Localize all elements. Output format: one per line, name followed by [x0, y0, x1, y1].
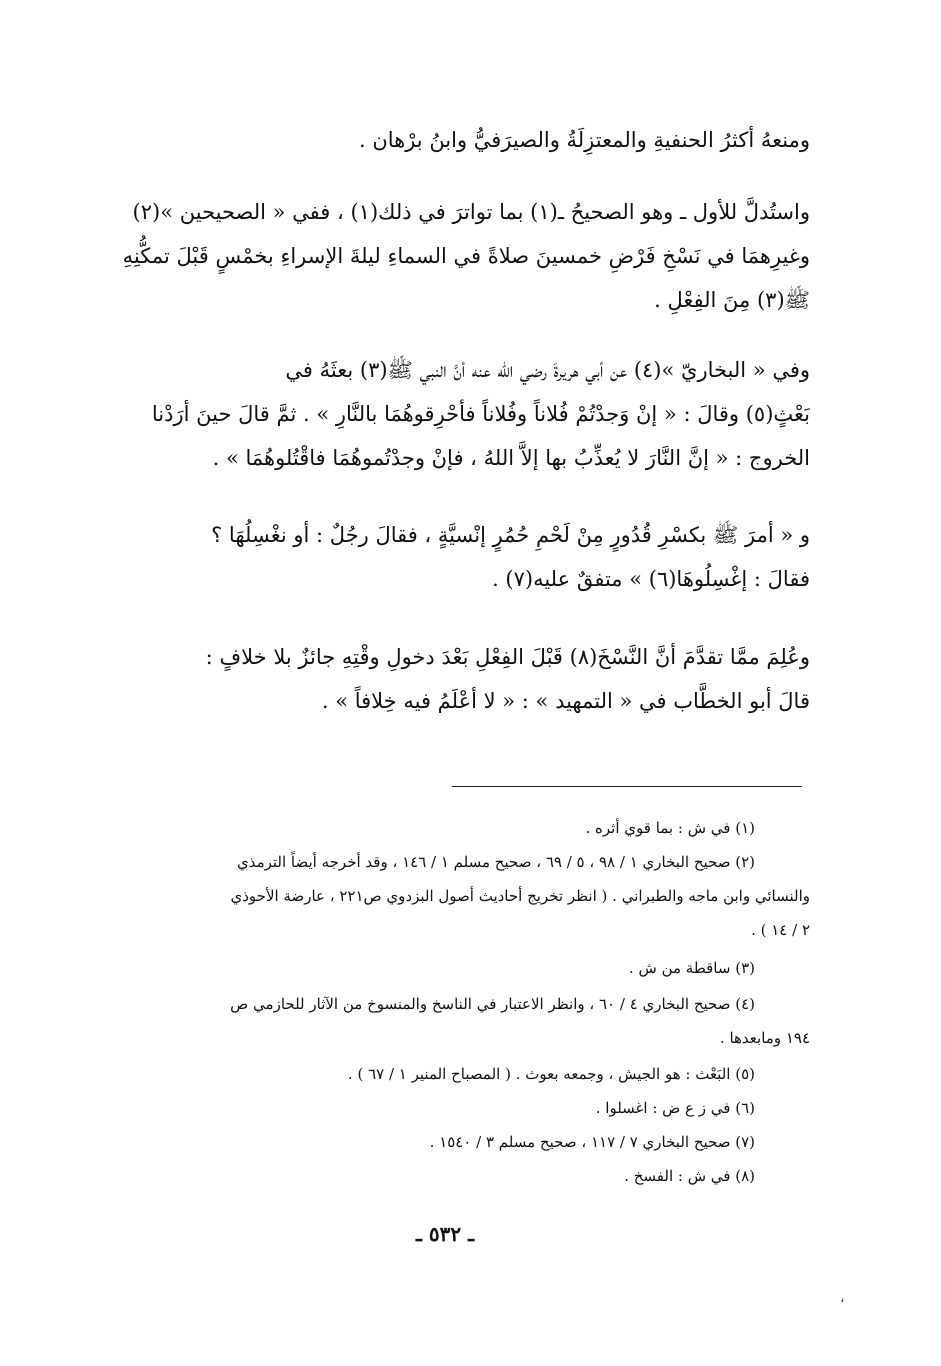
- paragraph-1: [105, 118, 810, 162]
- footnotes: [105, 812, 810, 1192]
- footnote-line: (٤) صحيح البخاري ٤ / ٦٠ ، وانظر الاعتبار في الناسخ والمنسوخ من الآثار للحازمي ص: [230, 995, 755, 1013]
- footnote-line: والنسائي وابن ماجه والطبراني . ( انظر تخريج أحاديث أصول البزدوي ص٢٢١ ، عارضة الأحوذي: [230, 887, 810, 905]
- text-line: وغيرِهمَا في نَسْخِ فَرْضِ خمسينَ صلاةً في السماءِ ليلةَ الإسراءِ بخمْسٍ قَبْلَ تمكُّنِهِ: [122, 244, 810, 268]
- footnote-line: (١) في ش : بما قوي أثره .: [585, 819, 755, 837]
- text-line: ﷺ(٣) مِنَ الفِعْلِ .: [654, 288, 810, 312]
- text-line: وعُلِمَ ممَّا تقدَّمَ أنَّ النَّسْخَ(٨) قَبْلَ الفِعْلِ بَعْدَ دخولِ وقْتِهِ جائزٌ بلا خلافٍ :: [205, 645, 810, 669]
- text-line: واستُدلَّ للأول ـ وهو الصحيحُ ـ(١) بما تواترَ في ذلك(١) ، ففي « الصحيحين »(٢): [132, 200, 810, 224]
- text-line: بَعْثٍ(٥) وقالَ : « إنْ وَجدْتُمْ فُلاناً وفُلاناً فأحْرِقوهُمَا بالنَّارِ » . ثمَّ قالَ حينَ أرَدْنا: [151, 402, 810, 426]
- text-line: قالَ أبو الخطَّاب في « التمهيد » : « لا أعْلَمُ فيه خِلافاً » .: [321, 689, 810, 713]
- footnote-line: (٨) في ش : الفسخ .: [624, 1167, 755, 1185]
- footnote-line: ٢ / ١٤ ) .: [751, 921, 810, 939]
- footnote-line: (٢) صحيح البخاري ١ / ٩٨ ، ٥ / ٦٩ ، صحيح مسلم ١ / ١٤٦ ، وقد أخرجه أيضاً الترمذي: [236, 853, 755, 871]
- footnote-line: ١٩٤ ومابعدها .: [719, 1029, 810, 1047]
- text-line: و « أمرَ ﷺ بكسْرِ قُدُورٍ مِنْ لَحْمِ حُمُرٍ إنْسيَّةٍ ، فقالَ رجُلٌ : أو نغْسِلُهَا ؟: [211, 523, 810, 547]
- text-line: ومنعهُ أكثرُ الحنفيةِ والمعتزِلَةُ والصيرَفيُّ وابنُ برْهان .: [358, 128, 810, 152]
- paragraph-5: [105, 635, 810, 723]
- footnote-line: (٣) ساقطة من ش .: [628, 959, 755, 977]
- text-line: فقالَ : إغْسِلُوهَا(٦) » متفقٌ عليه(٧) .: [492, 567, 810, 591]
- page-number: ـ ٥٣٢ ـ: [416, 1222, 474, 1246]
- paragraph-4: [105, 513, 810, 601]
- paragraph-3: [105, 348, 810, 480]
- paragraph-2: [105, 190, 810, 322]
- footnote-line: (٦) في ز ع ض : اغسلوا .: [595, 1099, 755, 1117]
- stray-mark: ،: [840, 1290, 845, 1306]
- footnote-line: (٥) البَعْث : هو الجيش ، وجمعه بعوث . ( المصباح المنير ١ / ٦٧ ) .: [347, 1065, 755, 1083]
- text-line: وفي « البخاريّ »(٤) عن أبي هريرةَ رضي الله عنه أنَّ النبي ﷺ(٣) بعثَهُ في: [285, 358, 810, 382]
- text-line: الخروج : « إنَّ النَّارَ لا يُعذِّبُ بها إلاَّ اللهُ ، فإنْ وجدْتُموهُمَا فاقْتُلوهُمَا » .: [212, 446, 810, 470]
- footnote-separator: [452, 786, 802, 787]
- footnote-line: (٧) صحيح البخاري ٧ / ١١٧ ، صحيح مسلم ٣ / ١٥٤٠ .: [429, 1133, 755, 1151]
